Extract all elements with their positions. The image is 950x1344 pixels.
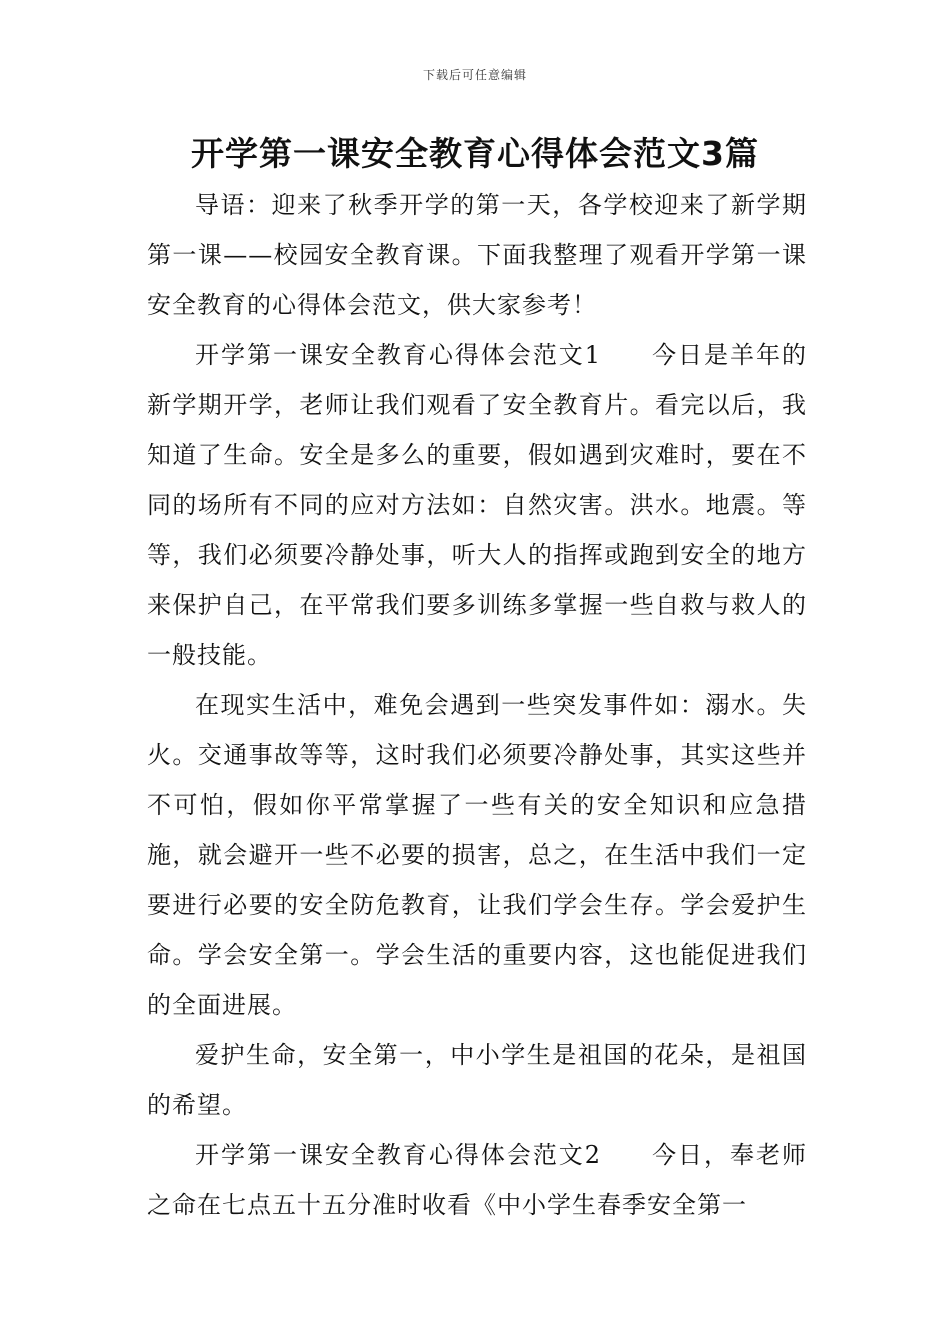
paragraph-text: 在现实生活中，难免会遇到一些突发事件如：溺水。失火。交通事故等等，这时我们必须要冷静处事，其实这些并不可怕，假如你平常掌握了一些有关的安全知识和应急措施，就会避开一些不必要的损害，总之，在生活中我们一定要进行必要的安全防危教育，让我们学会生存。学会爱护生命。学会安全第一。学会生活的重要内容，这也能促进我们的全面进展。	[147, 691, 807, 1019]
essay-heading: 开学第一课安全教育心得体会范文2	[195, 1141, 602, 1169]
essay-heading: 开学第一课安全教育心得体会范文1	[195, 341, 602, 369]
paragraph-essay-1-end	[147, 1030, 807, 1130]
document-title: 开学第一课安全教育心得体会范文3篇	[191, 134, 759, 173]
header-note: 下载后可任意编辑	[422, 68, 527, 82]
paragraph-essay-1-middle	[147, 680, 807, 1030]
paragraph-text: 今日，奉老师之命在七点五十五分准时收看《中小学生春季安全第一	[147, 1141, 807, 1219]
paragraph-text: 今日是羊年的新学期开学，老师让我们观看了安全教育片。看完以后，我知道了生命。安全是多么的重要，假如遇到灾难时，要在不同的场所有不同的应对方法如：自然灾害。洪水。地震。等等，我们必须要冷静处事，听大人的指挥或跑到安全的地方来保护自己，在平常我们要多训练多掌握一些自救与救人的一般技能。	[147, 341, 807, 669]
paragraph-intro	[147, 180, 807, 330]
paragraph-text: 导语：迎来了秋季开学的第一天，各学校迎来了新学期第一课——校园安全教育课。下面我整理了观看开学第一课安全教育的心得体会范文，供大家参考！	[147, 191, 807, 319]
document-body	[147, 180, 807, 1230]
paragraph-essay-1-start	[147, 330, 807, 680]
paragraph-text: 爱护生命，安全第一，中小学生是祖国的花朵，是祖国的希望。	[147, 1041, 807, 1119]
paragraph-essay-2-start	[147, 1130, 807, 1230]
